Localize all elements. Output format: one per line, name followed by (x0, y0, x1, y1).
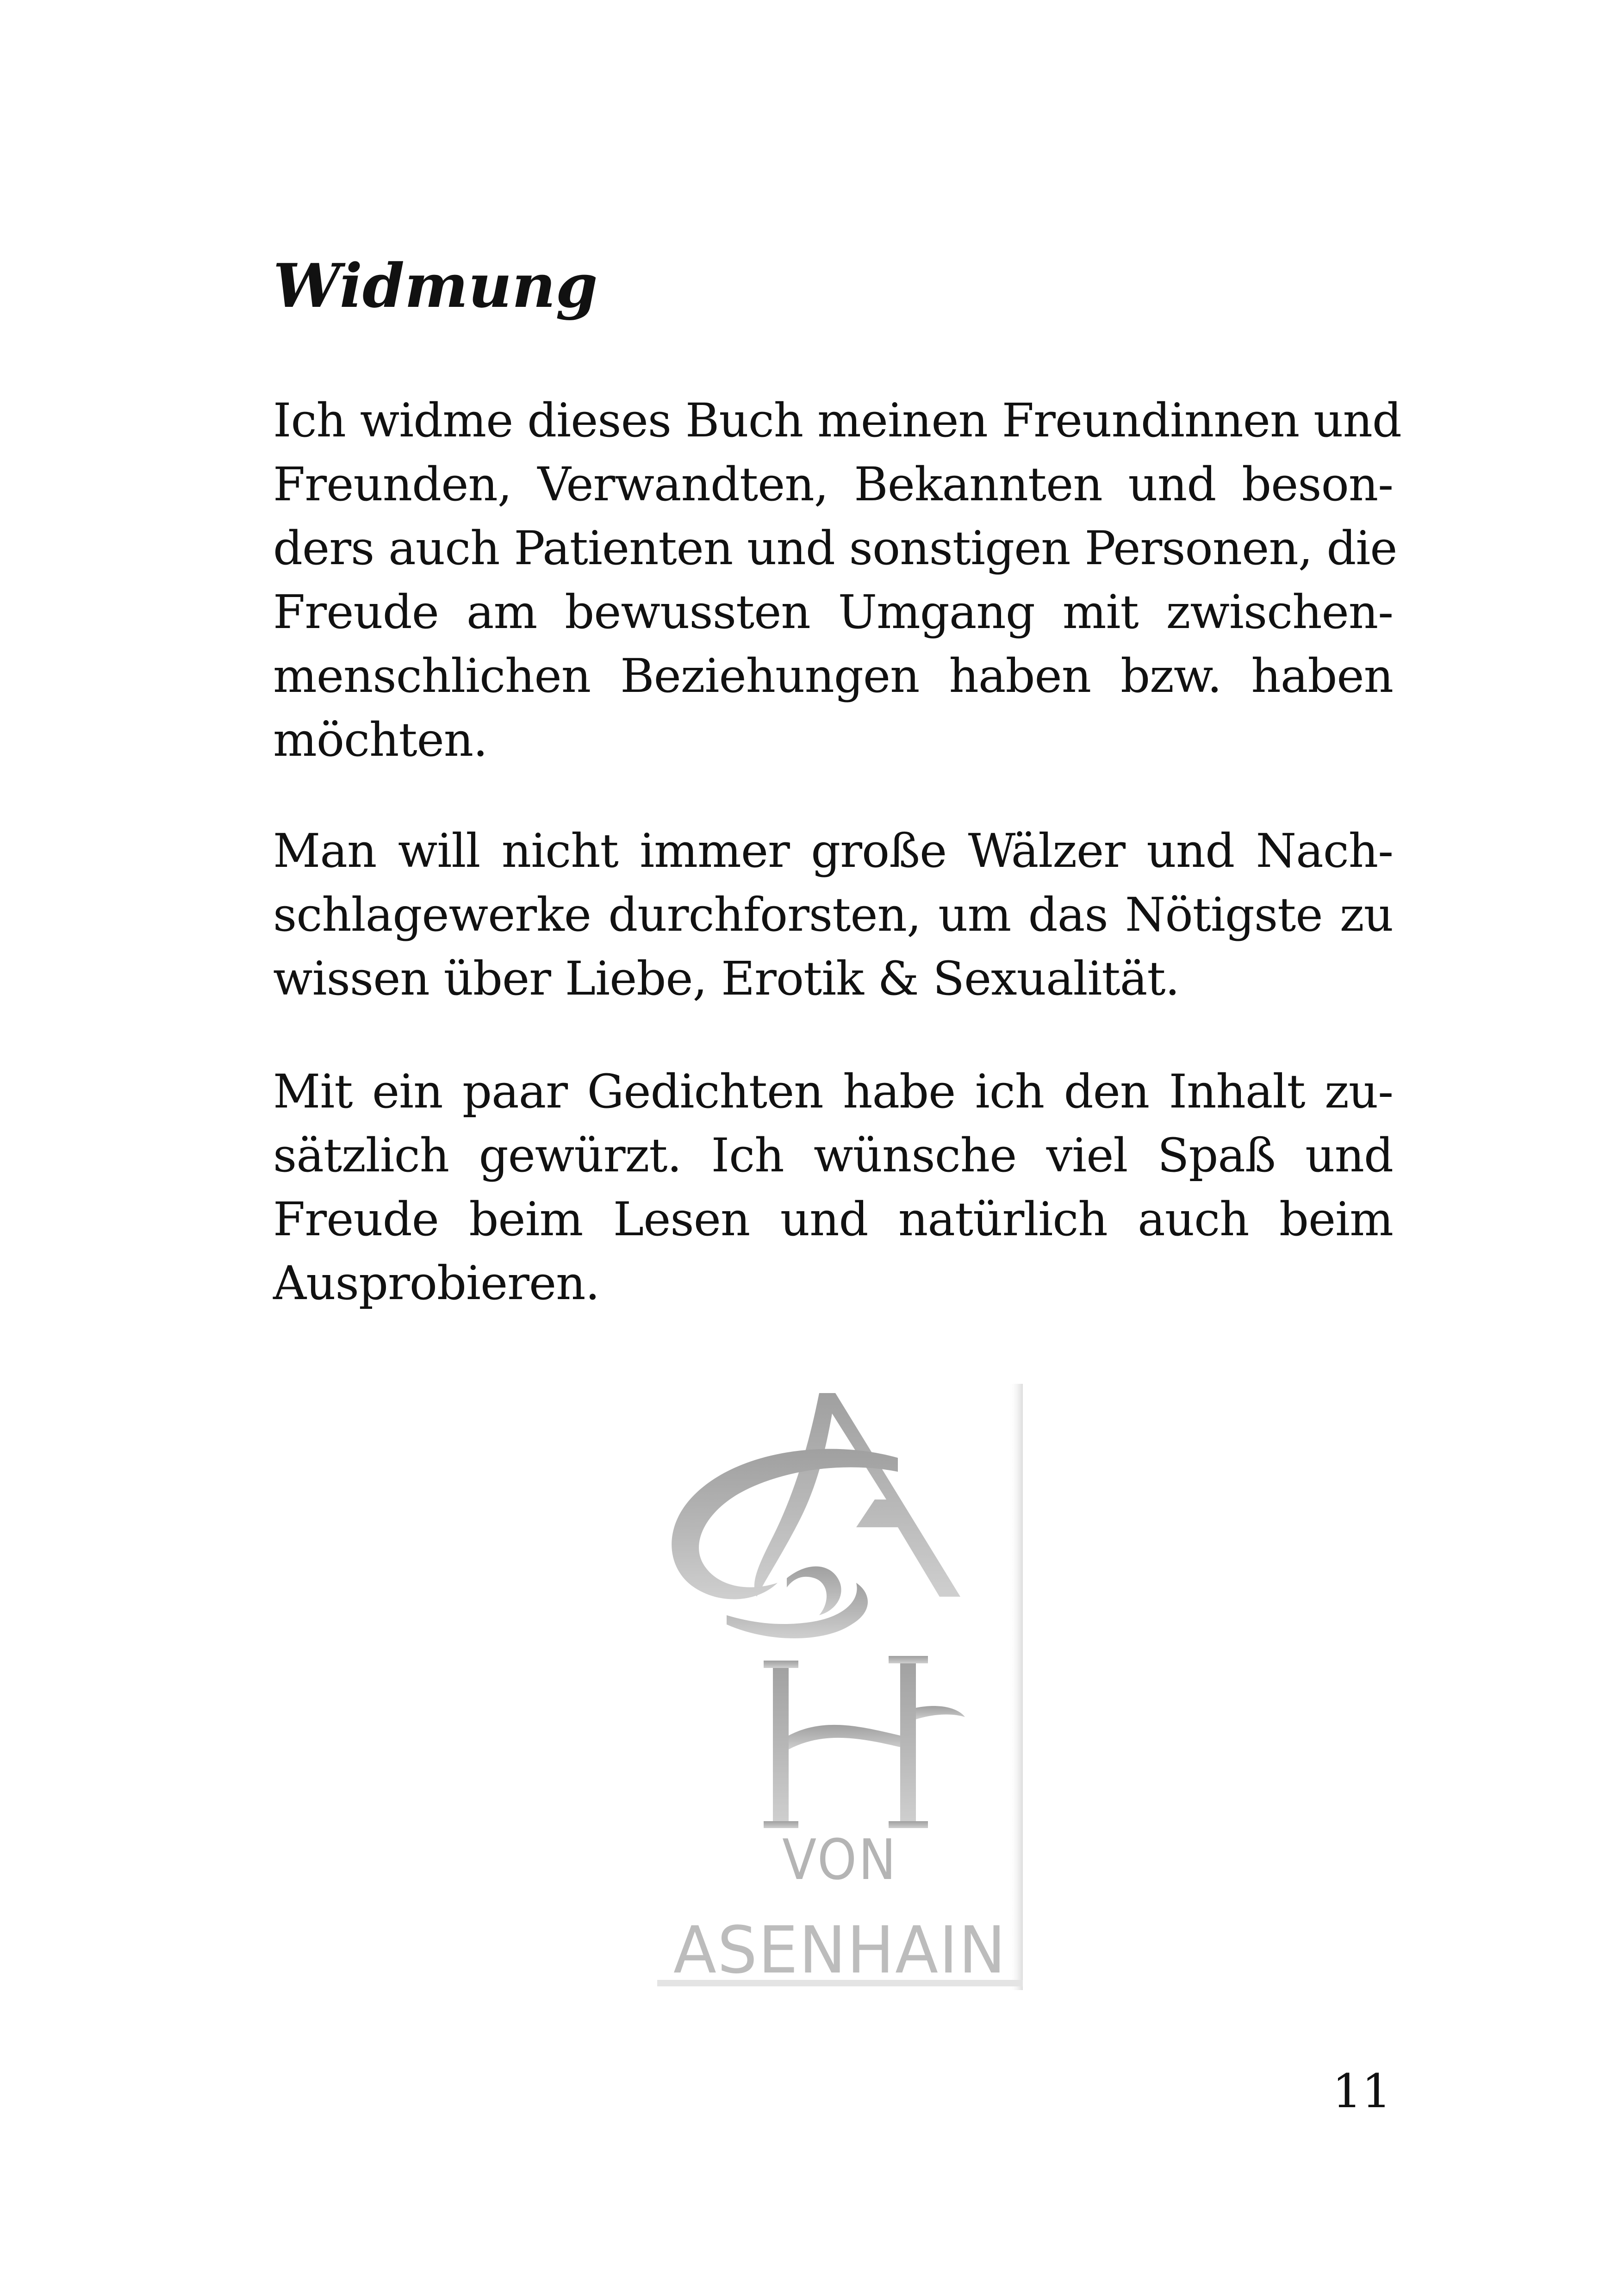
ah-monogram-logo-icon (657, 1384, 1023, 1990)
paragraph-text (273, 389, 1401, 772)
text-line: ders auch Patienten und sonstigen Personen, die (273, 521, 1397, 575)
text-line: Freude am bewussten Umgang mit zwischen- (273, 585, 1393, 639)
paragraph-text (273, 1060, 1393, 1315)
text-line: Freude beim Lesen und natürlich auch beim (273, 1192, 1393, 1246)
text-line: menschlichen Beziehungen haben bzw. haben (273, 649, 1393, 703)
page-number: 11 (1332, 2064, 1391, 2118)
paragraph-3 (273, 1060, 1393, 1315)
text-line: Mit ein paar Gedichten habe ich den Inhalt zu- (273, 1064, 1393, 1119)
text-line: möchten. (273, 713, 487, 767)
text-line: Ausprobieren. (273, 1256, 600, 1310)
text-line: schlagewerke durchforsten, um das Nötigste zu (273, 888, 1393, 942)
text-line: wissen über Liebe, Erotik & Sexualität. (273, 952, 1180, 1006)
paragraph-1 (273, 389, 1401, 772)
text-line: Man will nicht immer große Wälzer und Nach- (273, 824, 1393, 878)
paragraph-text (273, 819, 1393, 1011)
logo-text-asenhain: ASENHAIN (673, 1913, 1007, 1988)
page-title: Widmung (273, 250, 598, 321)
text-line: sätzlich gewürzt. Ich wünsche viel Spaß und (273, 1128, 1393, 1182)
paragraph-2 (273, 819, 1393, 1011)
text-line: Freunden, Verwandten, Bekannten und beson- (273, 457, 1393, 511)
logo-text-von: VON (782, 1828, 898, 1892)
text-line: Ich widme dieses Buch meinen Freundinnen und (273, 393, 1401, 448)
